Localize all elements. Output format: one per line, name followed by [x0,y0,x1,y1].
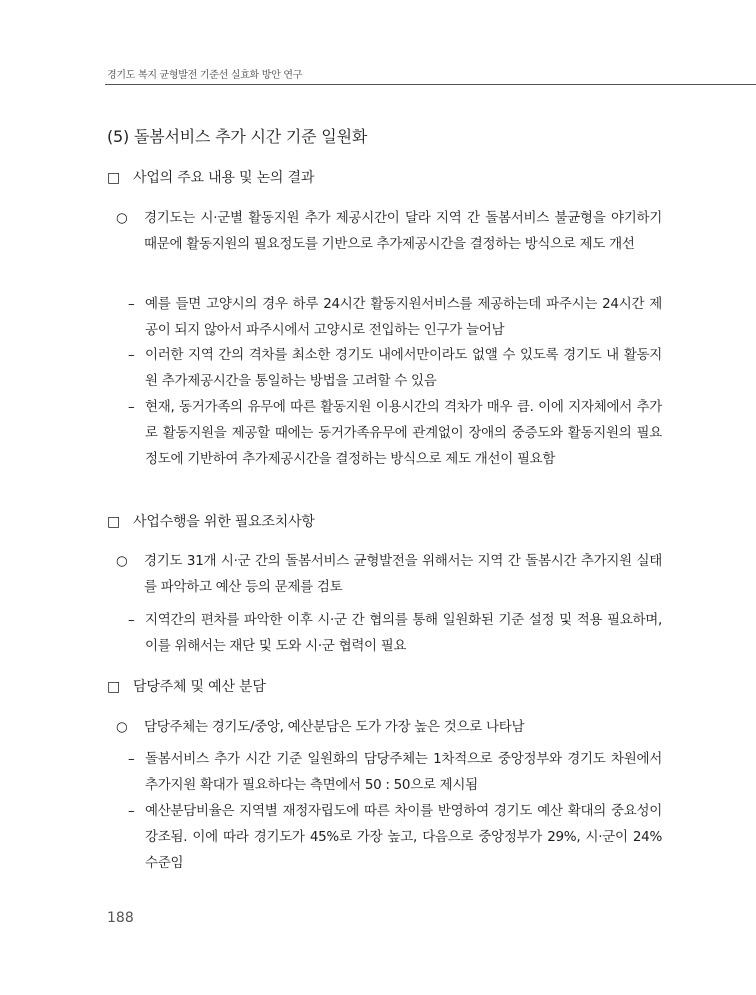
dash-item [128,291,662,343]
dash-bullet-icon: – [128,751,135,767]
dash-item-text: 돌봄서비스 추가 시간 기준 일원화의 담당주체는 1차적으로 중앙정부와 경기도 차원에서 추가지원 확대가 필요하다는 측면에서 50 : 50으로 제시됨 [145,751,662,793]
circle-bullet-icon: ○ [116,553,128,569]
circle-item [116,205,662,257]
square-bullet-icon: □ [107,170,121,186]
dash-item [128,746,662,798]
dash-item-text: 이러한 지역 간의 격차를 최소한 경기도 내에서만이라도 없앨 수 있도록 경기도 내 활동지원 추가제공시간을 통일하는 방법을 고려할 수 있음 [145,347,662,389]
dash-item [128,394,662,472]
heading-main-content [107,167,314,187]
dash-item-text: 예를 들면 고양시의 경우 하루 24시간 활동지원서비스를 제공하는데 파주시는 24시간 제공이 되지 않아서 파주시에서 고양시로 전입하는 인구가 늘어남 [145,296,662,338]
dash-item [128,798,662,876]
circle-bullet-icon: ○ [116,210,128,226]
dash-item-text: 지역간의 편차를 파악한 이후 시·군 간 협의를 통해 일원화된 기준 설정 및 적용 필요하며, 이를 위해서는 재단 및 도와 시·군 협력이 필요 [145,612,662,654]
circle-item-text: 경기도 31개 시·군 간의 돌봄서비스 균형발전을 위해서는 지역 간 돌봄시간 추가지원 실태를 파악하고 예산 등의 문제를 검토 [144,553,662,595]
dash-bullet-icon: – [128,296,135,312]
heading-text: 사업수행을 위한 필요조치사항 [133,514,315,530]
circle-bullet-icon: ○ [116,719,128,735]
section-title: (5) 돌봄서비스 추가 시간 기준 일원화 [107,127,368,146]
circle-item [116,548,662,600]
dash-bullet-icon: – [128,399,135,415]
square-bullet-icon: □ [107,514,121,530]
running-header: 경기도 복지 균형발전 기준선 실효화 방안 연구 [107,70,303,81]
dash-item [128,342,662,394]
square-bullet-icon: □ [107,679,121,695]
page-number: 188 [107,910,134,926]
heading-required-actions [107,511,315,531]
circle-item-text: 담당주체는 경기도/중앙, 예산분담은 도가 가장 높은 것으로 나타남 [144,719,525,735]
heading-responsibility-budget [107,676,266,696]
circle-item [116,714,662,740]
dash-item [128,607,662,659]
dash-bullet-icon: – [128,803,135,819]
circle-item-text: 경기도는 시·군별 활동지원 추가 제공시간이 달라 지역 간 돌봄서비스 불균형을 야기하기 때문에 활동지원의 필요정도를 기반으로 추가제공시간을 결정하는 방식으로 제도 개선 [144,210,662,252]
header-rule [105,84,756,85]
dash-bullet-icon: – [128,612,135,628]
heading-text: 담당주체 및 예산 분담 [133,679,266,695]
heading-text: 사업의 주요 내용 및 논의 결과 [133,170,315,186]
dash-item-text: 현재, 동거가족의 유무에 따른 활동지원 이용시간의 격차가 매우 큼. 이에 지자체에서 추가로 활동지원을 제공할 때에는 동거가족유무에 관계없이 장애의 중증도와 활동지원의 필요정도에 기반하여 추가제공시간을 결정하는 방식으로 제도 개선이 필요함 [145,399,662,467]
dash-bullet-icon: – [128,347,135,363]
dash-item-text: 예산분담비율은 지역별 재정자립도에 따른 차이를 반영하여 경기도 예산 확대의 중요성이 강조됨. 이에 따라 경기도가 45%로 가장 높고, 다음으로 중앙정부가 29%, 시·군이 24% 수준임 [145,803,662,871]
